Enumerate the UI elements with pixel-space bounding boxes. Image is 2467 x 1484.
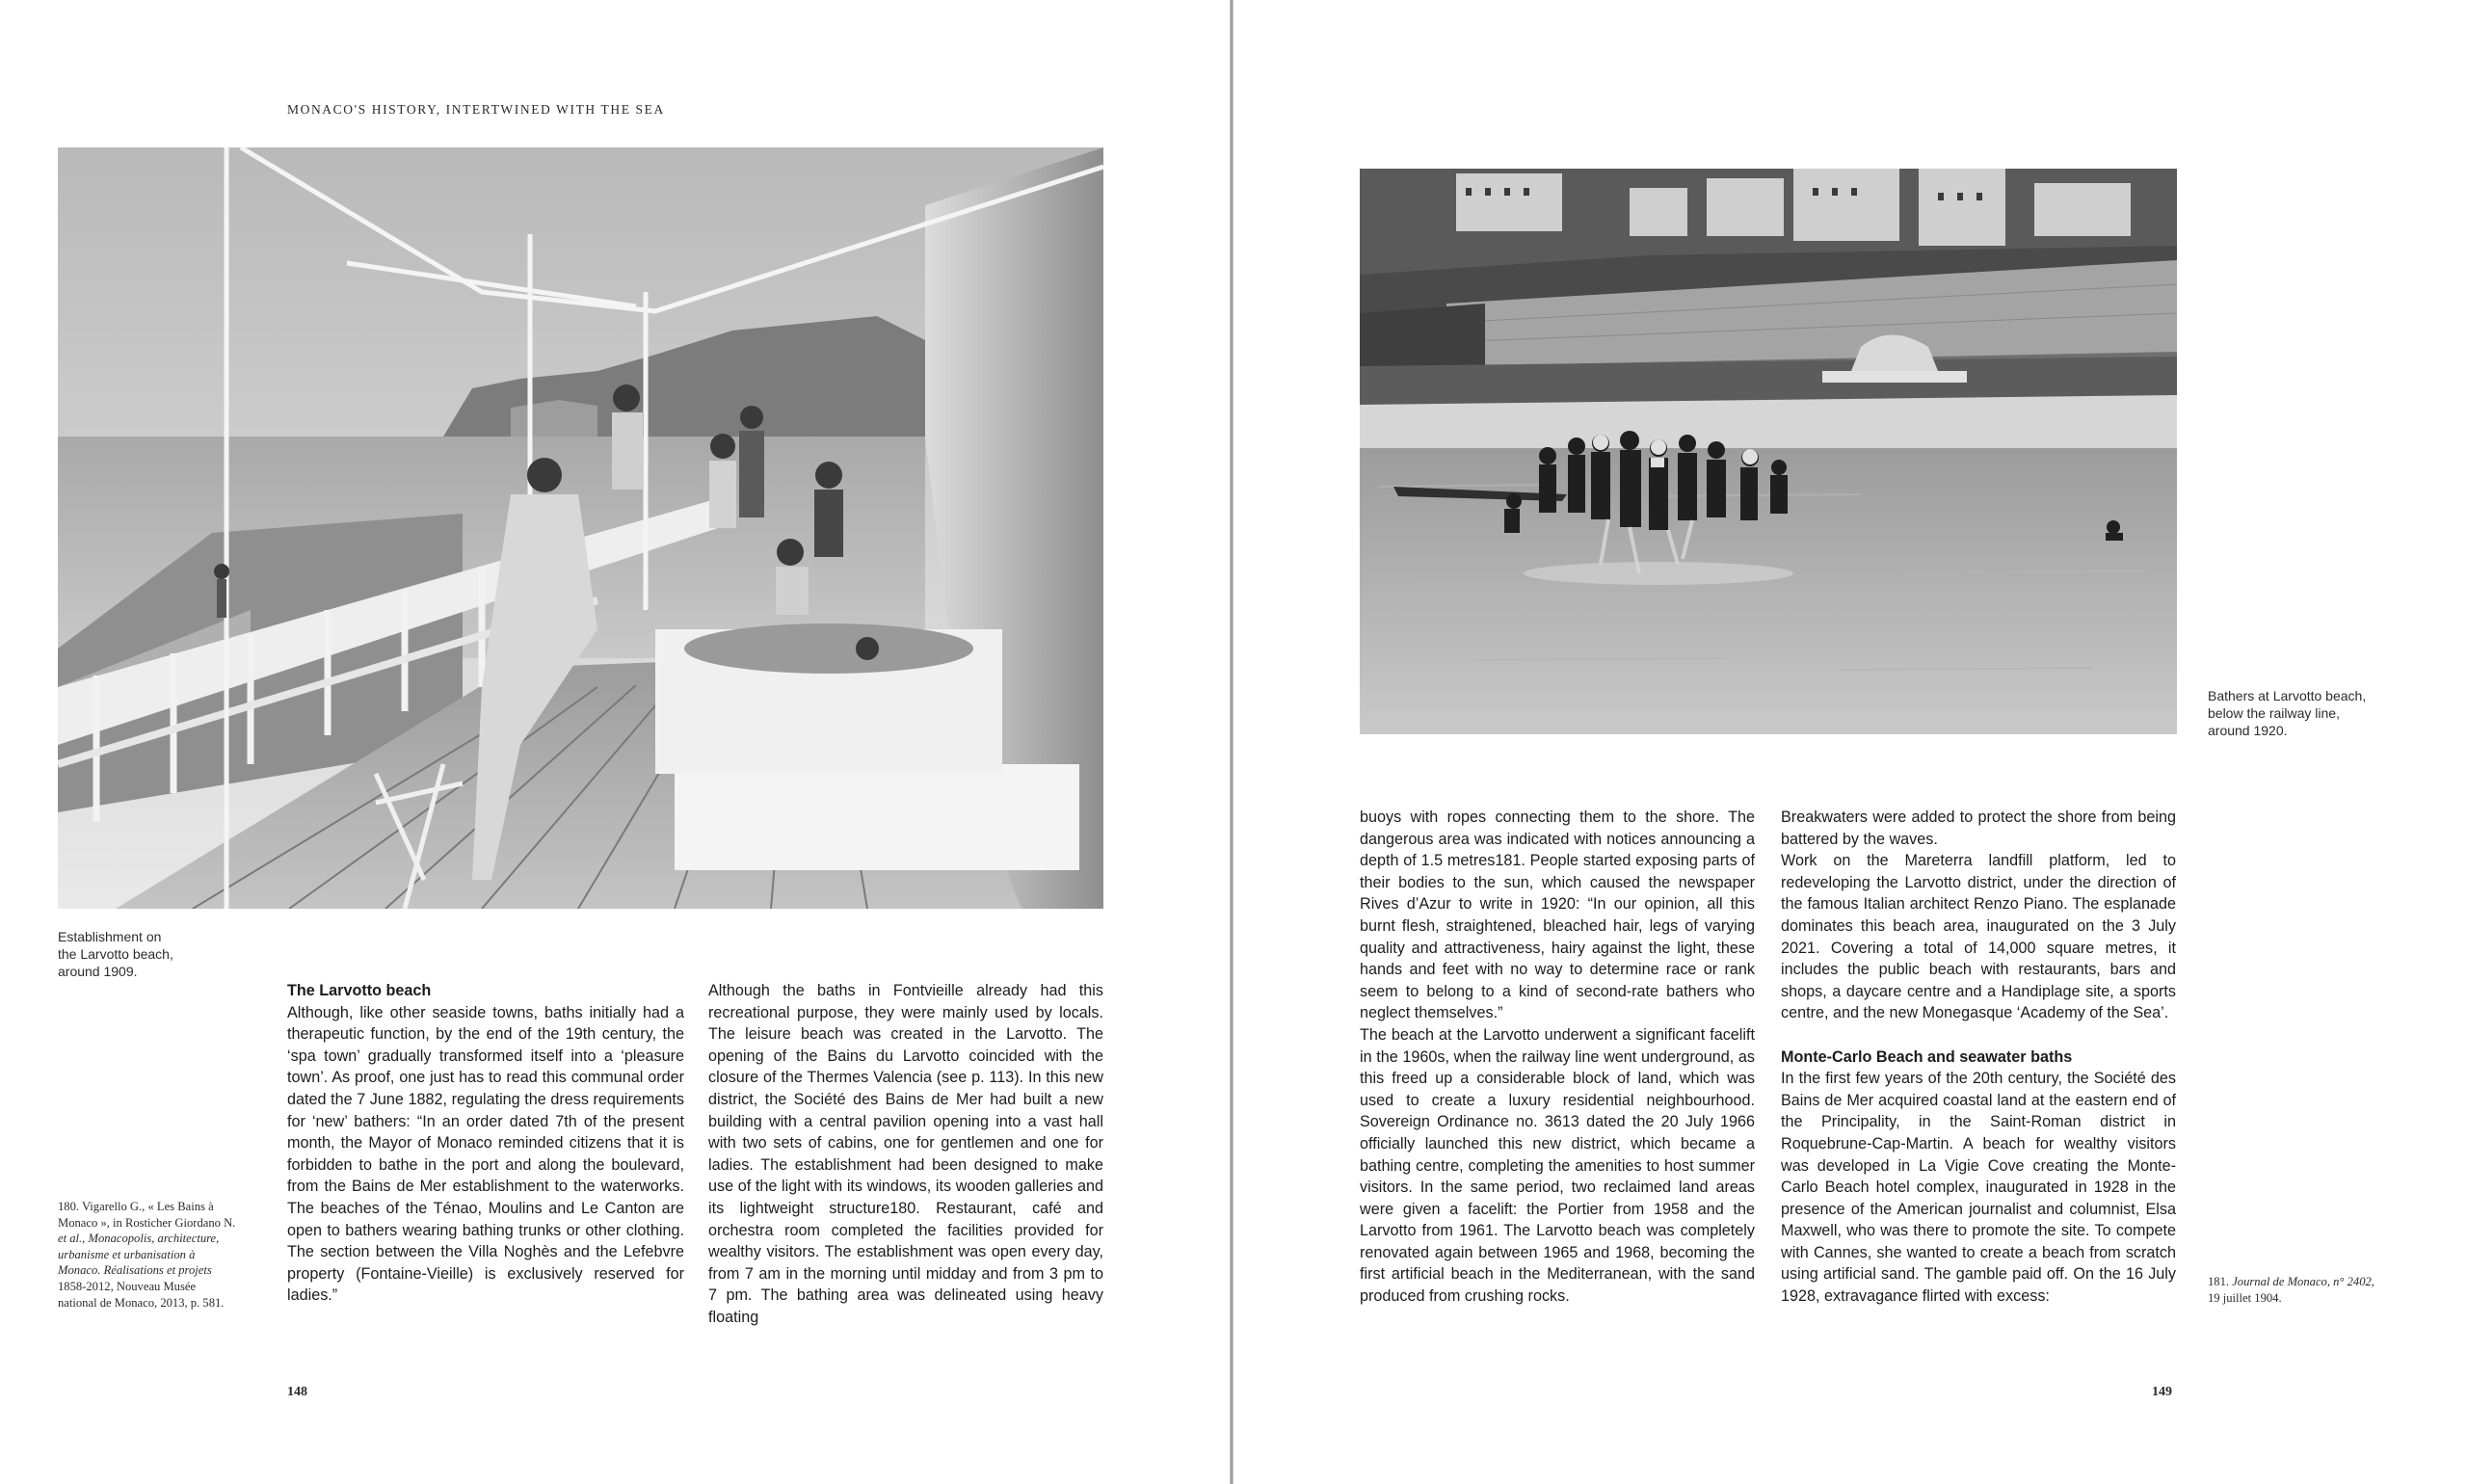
footnote-line: Monaco », in Rosticher Giordano N. bbox=[58, 1215, 236, 1230]
photo-caption: Bathers at Larvotto beach, below the railway line, around 1920. bbox=[2208, 688, 2367, 738]
footnote-line: national de Monaco, 2013, p. 581. bbox=[58, 1295, 225, 1310]
footnote-line: Monaco. Réalisations et projets bbox=[58, 1263, 212, 1278]
left-page bbox=[0, 0, 1230, 1484]
text-column-2 bbox=[708, 980, 1103, 1329]
footnote-line: urbanisme et urbanisation à bbox=[58, 1247, 196, 1261]
footnote-line: 1858-2012, Nouveau Musée bbox=[58, 1279, 197, 1293]
footnote-line: Journal de Monaco, n° 2402, bbox=[2232, 1275, 2374, 1288]
footnote-line: et al., Monacopolis, architecture, bbox=[58, 1232, 220, 1246]
body-paragraph: Work on the Mareterra landfill platform, led to redeveloping the Larvotto district, under the direction of the famous Italian architect Renzo Piano. The esplanade dominates this beach area, inaugurated on the 3 July 2021. Covering a total of 14,000 square metres, it includes the public beach with restaurants, bars and shops, a daycare centre and a Handiplage site, a sports centre, and the new Monegasque ‘Academy of the Sea’. bbox=[1781, 852, 2176, 1022]
body-paragraph: In the first few years of the 20th century, the Société des Bains de Mer acquired coastal land at the eastern end of the Principality, in the Saint-Roman district in Roquebrune-Cap-Martin. A beach for wealthy visitors was developed in La Vigie Cove creating the Monte-Carlo Beach hotel complex, inaugurated in 1928 in the presence of the American journalist and columnist, Elsa Maxwell, who was there to promote the site. To compete with Cannes, she wanted to create a beach from scratch using artificial sand. The gamble paid off. On the 16 July 1928, extravagance flirted with excess: bbox=[1781, 1070, 2176, 1306]
right-page bbox=[1234, 0, 2467, 1484]
text-column-2 bbox=[1781, 807, 2176, 1308]
body-paragraph: buoys with ropes connecting them to the shore. The dangerous area was indicated with notices announcing a depth of 1.5 metres181. People started exposing parts of their bodies to the sun, which caused the newspaper Rives d’Azur to write in 1920: “In our opinion, all this burnt flesh, straightened, bleached hair, legs of varying quality and attractiveness, hairy against the light, these hands and feet with no way to determine race or rank seem to belong to a kind of second-rate bathers who neglect themselves.” bbox=[1360, 808, 1755, 1022]
section-heading: Monte-Carlo Beach and seawater baths bbox=[1781, 1047, 2073, 1066]
running-head: MONACO'S HISTORY, INTERTWINED WITH THE SEA bbox=[287, 102, 665, 117]
footnote-line: Vigarello G., « Les Bains à bbox=[81, 1200, 214, 1213]
body-paragraph: Although the baths in Fontvieille already had this recreational purpose, they were mainly used by locals. The leisure beach was created in the Larvotto. The opening of the Bains du Larvotto coincided with the closure of the Thermes Valencia (see p. 113). In this new district, the Société des Bains de Mer had built a new building with a central pavilion opening into a vast hall with two sets of cabins, one for gentlemen and one for ladies. The establishment had been designed to make use of the light with its windows, its wooden galleries and its lightweight structure180. Restaurant, café and orchestra room completed the facilities provided for wealthy visitors. The establishment was open every day, from 7 am in the morning until midday and from 3 pm to 7 pm. The bathing area was delineated using heavy floating bbox=[708, 982, 1103, 1326]
footnote-number: 180. bbox=[58, 1200, 80, 1213]
photo-larvotto-1920 bbox=[1360, 169, 2177, 734]
body-paragraph: Breakwaters were added to protect the shore from being battered by the waves. bbox=[1781, 808, 2176, 848]
footnote-line: 19 juillet 1904. bbox=[2208, 1290, 2282, 1305]
paragraph-gap bbox=[1781, 1024, 2176, 1047]
text-column-1 bbox=[287, 980, 684, 1307]
page-number: 149 bbox=[2152, 1385, 2172, 1399]
footnote-180 bbox=[58, 1199, 260, 1311]
body-paragraph: Although, like other seaside towns, baths initially had a therapeutic function, by the end of the 19th century, the ‘spa town’ gradually transformed itself into a ‘pleasure town’. As proof, one just has to read this communal order dated the 7 June 1882, regulating the dress requirements for ‘new’ bathers: “In an order dated 7th of the present month, the Mayor of Monaco reminded citizens that it is forbidden to bathe in the port and along the boulevard, from the Bains de Mer establishment to the waterworks. The beaches of the Ténao, Moulins and Le Canton are open to bathers wearing bathing trunks or other clothing. The section between the Villa Noghès and the Lefebvre property (Fontaine-Vieille) is exclusively reserved for ladies.” bbox=[287, 1003, 684, 1305]
text-column-1 bbox=[1360, 807, 1755, 1308]
photo-caption: Establishment on the Larvotto beach, around 1909. bbox=[58, 929, 173, 979]
photo-larvotto-1909 bbox=[58, 147, 1103, 909]
footnote-number: 181. bbox=[2208, 1275, 2230, 1288]
page-number: 148 bbox=[287, 1385, 307, 1399]
footnote-181 bbox=[2208, 1274, 2429, 1306]
section-heading: The Larvotto beach bbox=[287, 982, 432, 999]
body-paragraph: The beach at the Larvotto underwent a significant facelift in the 1960s, when the railway line went underground, as this freed up a considerable block of land, which was used to create a luxury residential neighbourhood. Sovereign Ordinance no. 3613 dated the 20 July 1966 officially launched this new district, which became a bathing centre, completing the amenities to host summer visitors. In the same period, two reclaimed land areas were given a facelift: the Portier from 1958 and the Larvotto from 1961. The Larvotto beach was completely renovated again between 1965 and 1968, becoming the first artificial beach in the Mediterranean, with the sand produced from crushing rocks. bbox=[1360, 1025, 1755, 1306]
